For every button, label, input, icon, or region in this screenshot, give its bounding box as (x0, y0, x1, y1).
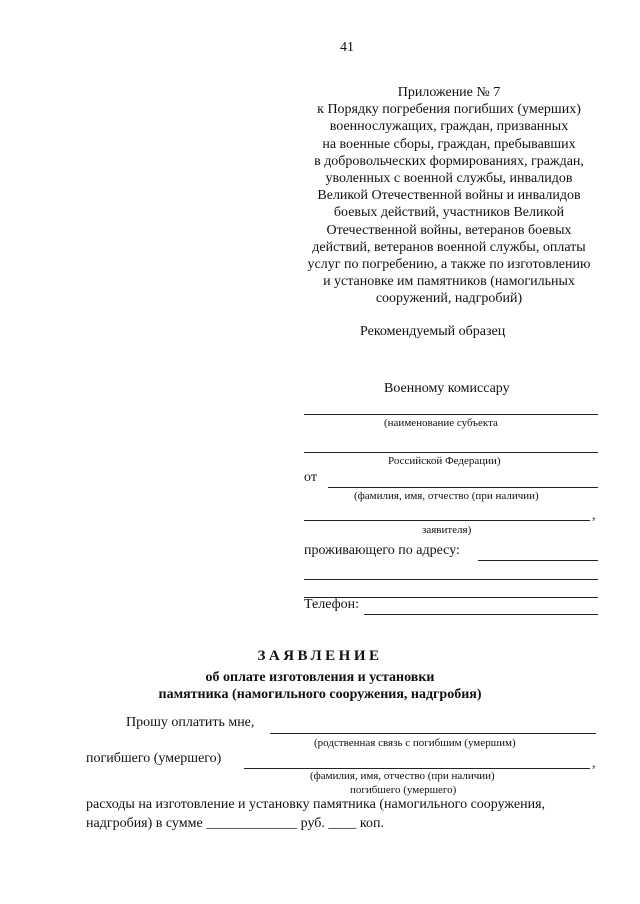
appendix-line: действий, ветеранов военной службы, оплаты (312, 239, 586, 255)
appendix-line: на военные сборы, граждан, пребывавших (322, 136, 576, 152)
comma: , (592, 756, 596, 771)
subject-caption-2: Российской Федерации) (388, 455, 501, 467)
document-title: ЗАЯВЛЕНИЕ (257, 648, 383, 664)
from-label: от (304, 470, 317, 485)
address-label: проживающего по адресу: (304, 543, 460, 558)
appendix-block (290, 84, 608, 308)
relation-field-line[interactable] (270, 733, 596, 734)
comma: , (592, 508, 596, 523)
appendix-line: Великой Отечественной войны и инвалидов (317, 188, 581, 204)
subject-field-line-2[interactable] (304, 452, 598, 453)
appendix-line: военнослужащих, граждан, призванных (329, 119, 569, 135)
subject-caption: (наименование субъекта (384, 417, 498, 429)
appendix-line: в добровольческих формированиях, граждан, (314, 153, 584, 169)
document-subtitle-2: памятника (намогильного сооружения, надгробия) (158, 687, 482, 702)
appendix-line: и установке им памятников (намогильных (323, 274, 575, 290)
page-number: 41 (340, 40, 354, 55)
phone-label: Телефон: (304, 597, 360, 612)
name-caption: (фамилия, имя, отчество (при наличии) (354, 490, 539, 502)
address-field-line-2[interactable] (304, 579, 598, 580)
recommended-sample-label: Рекомендуемый образец (360, 324, 506, 339)
applicant-name-line-2[interactable] (304, 520, 590, 521)
addressee-label: Военному комиссару (384, 381, 510, 396)
deceased-label: погибшего (умершего) (86, 751, 222, 766)
subject-field-line[interactable] (304, 414, 598, 415)
relation-caption: (родственная связь с погибшим (умершим) (314, 737, 516, 749)
appendix-line: сооружений, надгробий) (375, 291, 523, 307)
appendix-line: услуг по погребению, а также по изготовлению (307, 257, 591, 273)
document-subtitle-1: об оплате изготовления и установки (205, 670, 435, 685)
appendix-line: Приложение № 7 (397, 85, 501, 100)
request-label: Прошу оплатить мне, (126, 715, 255, 730)
applicant-caption: заявителя) (422, 524, 472, 536)
appendix-line: боевых действий, участников Великой (333, 205, 565, 221)
appendix-line: уволенных с военной службы, инвалидов (325, 171, 573, 187)
expenses-line: расходы на изготовление и установку памятника (намогильного сооружения, (86, 797, 546, 812)
phone-field-line[interactable] (364, 614, 598, 615)
deceased-caption-2: погибшего (умершего) (350, 784, 457, 796)
applicant-name-line[interactable] (328, 487, 598, 488)
deceased-name-line[interactable] (244, 768, 590, 769)
deceased-caption: (фамилия, имя, отчество (при наличии) (310, 770, 495, 782)
address-field-line[interactable] (478, 560, 598, 561)
appendix-line: к Порядку погребения погибших (умерших) (317, 102, 581, 118)
sum-line: надгробия) в сумме _____________ руб. ____ коп. (86, 816, 385, 831)
appendix-line: Отечественной войны, ветеранов боевых (326, 222, 572, 238)
